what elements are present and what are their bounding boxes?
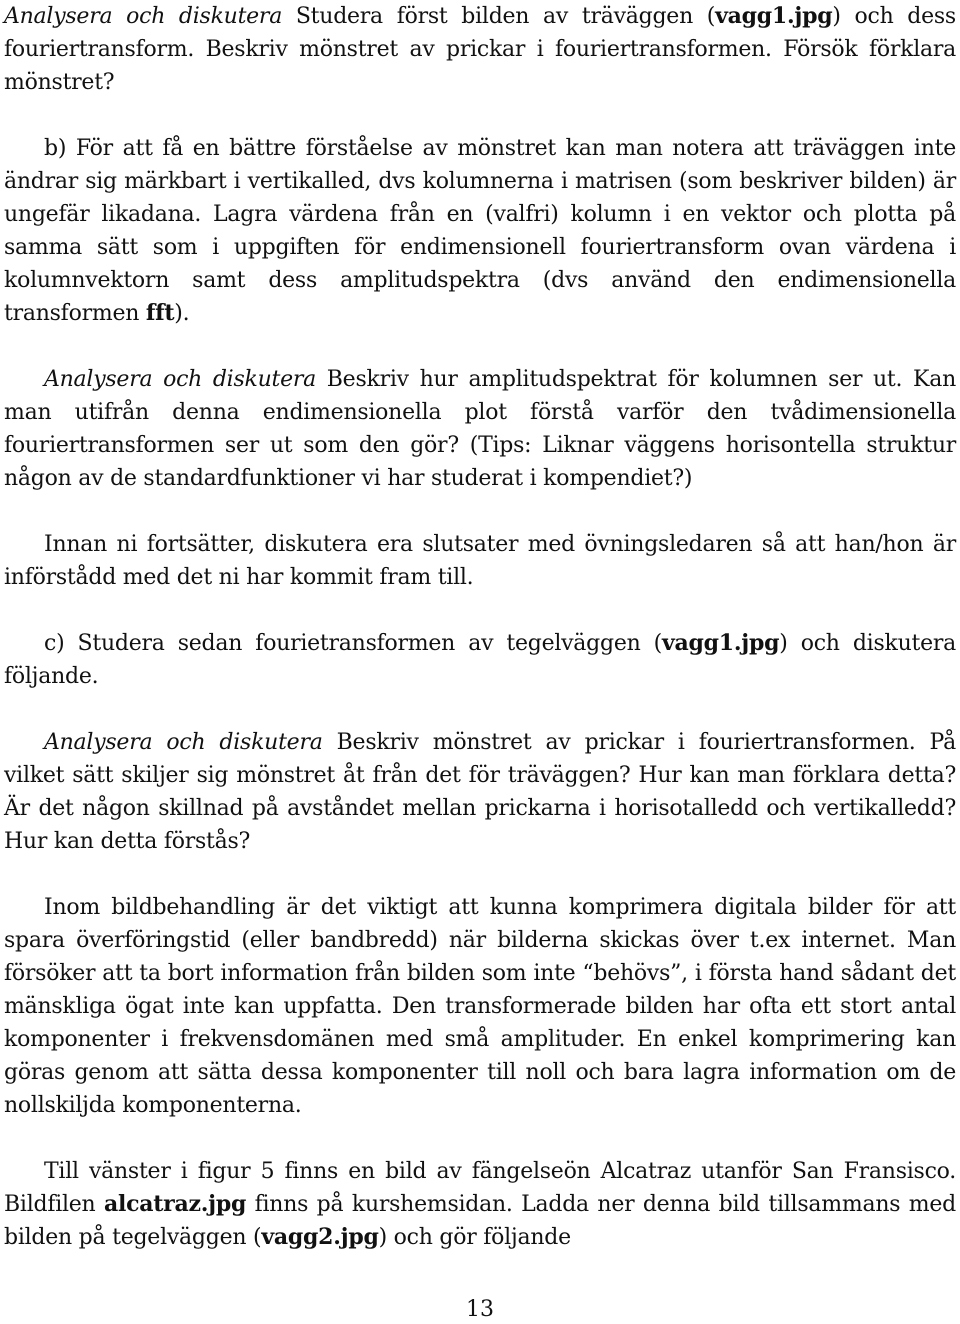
paragraph-image-compression: [4, 891, 956, 1122]
paragraph-analyze-wood-wall: [4, 0, 956, 99]
paragraph-text: ).: [174, 301, 190, 326]
analyze-discuss-label: Analysera och diskutera: [44, 367, 316, 392]
paragraph-text: b) För att få en bättre förståelse av mönstret kan man notera att träväggen inte ändrar sig märkbart i vertikalled, dvs kolumnerna i matrisen (som beskriver bilden) är ungefär likadana. Lagra värdena från en (valfri) kolumn i en vektor och plotta på samma sätt som i uppgiften för endimensionell fouriertransform ovan värdena i kolumnvektorn samt dess amplitudspektra (dvs använd den endimensionella transformen: [4, 136, 956, 326]
paragraph-alcatraz: [4, 1155, 956, 1254]
paragraph-text: ) och gör följande: [378, 1225, 571, 1250]
paragraph-task-c: [4, 627, 956, 693]
paragraph-text: Beskriv mönstret av prickar i fouriertransformen. På vilket sätt skiljer sig mönstret åt från det för träväggen? Hur kan man förklara detta? Är det någon skillnad på avståndet mellan prickarna i horisotalledd och vertikalledd? Hur kan detta förstås?: [4, 730, 956, 854]
paragraph-text: ) och diskutera följande.: [4, 631, 956, 689]
analyze-discuss-label: Analysera och diskutera: [44, 730, 323, 755]
paragraph-analyze-column-spectrum: [4, 363, 956, 495]
filename-vagg1: vagg1.jpg: [715, 3, 833, 29]
filename-alcatraz: alcatraz.jpg: [103, 1191, 247, 1217]
document-page: [4, 0, 956, 1254]
paragraph-text: ) och dess fouriertransform. Beskriv mönstret av prickar i fouriertransformen. Försök förklara mönstret?: [4, 4, 956, 95]
paragraph-text: Studera först bilden av träväggen (: [282, 4, 716, 29]
paragraph-text: Innan ni fortsätter, diskutera era slutsater med övningsledaren så att han/hon är införstådd med det ni har kommit fram till.: [4, 532, 956, 590]
paragraph-task-b: [4, 132, 956, 330]
analyze-discuss-label: Analysera och diskutera: [4, 4, 283, 29]
paragraph-text: c) Studera sedan fourietransformen av tegelväggen (: [44, 631, 662, 656]
paragraph-discuss-with-tutor: [4, 528, 956, 594]
page-number: 13: [466, 1297, 494, 1322]
filename-vagg1: vagg1.jpg: [662, 630, 780, 656]
paragraph-text: Beskriv hur amplitudspektrat för kolumnen ser ut. Kan man utifrån denna endimensionella plot förstå varför den tvådimensionella fouriertransformen ser ut som den gör? (Tips: Liknar väggens horisontella struktur någon av de standardfunktioner vi har studerat i kompendiet?): [4, 367, 956, 491]
paragraph-analyze-brick-wall: [4, 726, 956, 858]
paragraph-text: Till vänster i figur 5 finns en bild av fängelseön Alcatraz utanför San Fransisco. Bildfilen: [4, 1159, 956, 1217]
command-fft: fft: [145, 300, 175, 326]
filename-vagg2: vagg2.jpg: [261, 1224, 379, 1250]
paragraph-text: finns på kurshemsidan. Ladda ner denna bild tillsammans med bilden på tegelväggen (: [4, 1192, 956, 1250]
paragraph-text: Inom bildbehandling är det viktigt att kunna komprimera digitala bilder för att spara överföringstid (eller bandbredd) när bilderna skickas över t.ex internet. Man försöker att ta bort information från bilden som inte “behövs”, i första hand sådant det mänskliga ögat inte kan uppfatta. Den transformerade bilden har ofta ett stort antal komponenter i frekvensdomänen med små amplituder. En enkel komprimering kan göras genom att sätta dessa komponenter till noll och bara lagra information om de nollskiljda komponenterna.: [4, 895, 956, 1118]
